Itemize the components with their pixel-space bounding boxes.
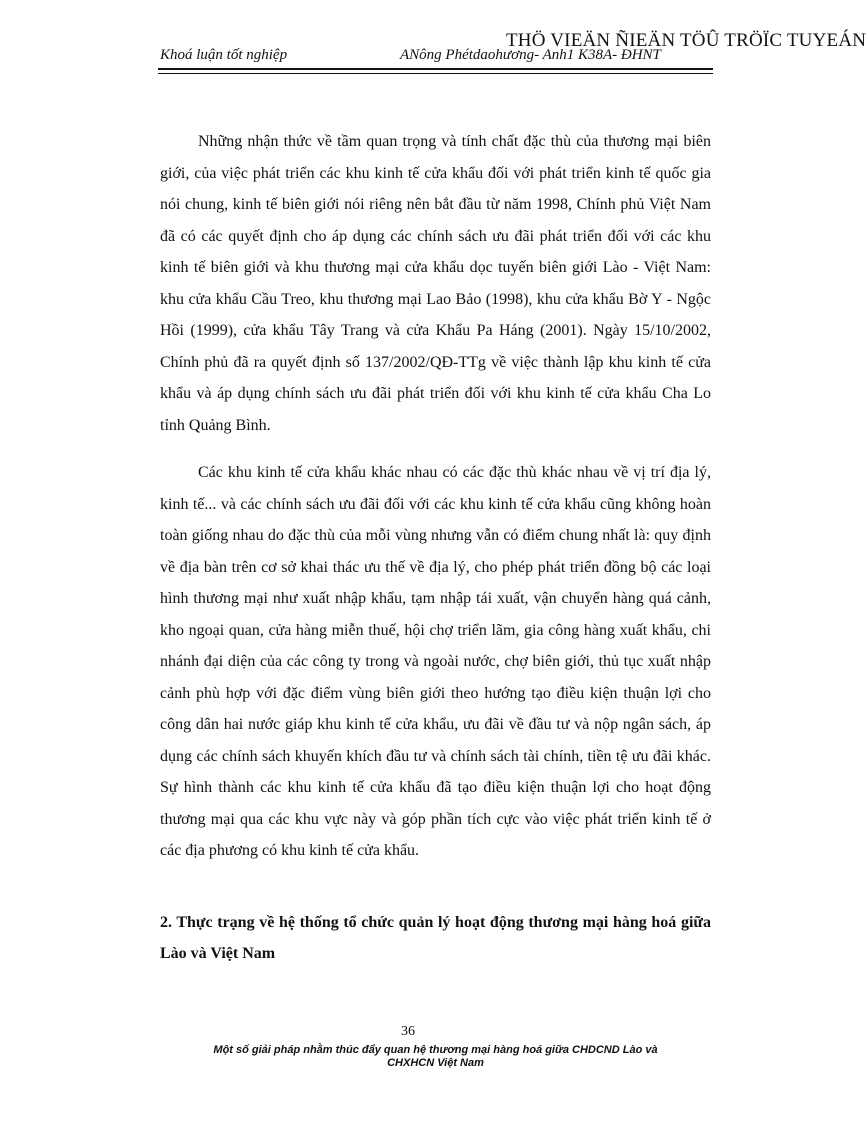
page-number: 36: [401, 1024, 415, 1039]
header-rule-thick: [158, 68, 713, 70]
section-heading: 2. Thực trạng về hệ thống tổ chức quản lý hoạt động thương mại hàng hoá giữa Lào và Việt Nam: [160, 914, 711, 962]
header-author-class: ANông Phétdaohương- Anh1 K38A- ĐHNT: [400, 47, 661, 63]
footer-line-2: CHXHCN Việt Nam: [387, 1057, 484, 1069]
page-footer: [160, 1044, 711, 1070]
footer-line-1: Một số giải pháp nhằm thúc đẩy quan hệ thương mại hàng hoá giữa CHDCND Lào và: [213, 1044, 658, 1056]
paragraph-1: Những nhận thức về tầm quan trọng và tính chất đặc thù của thương mại biên giới, của việc phát triển các khu kinh tế cửa khẩu đối với phát triển kinh tế quốc gia nói chung, kinh tế biên giới nói riêng nên bắt đầu từ năm 1998, Chính phủ Việt Nam đã có các quyết định cho áp dụng các chính sách ưu đãi phát triển đối với các khu kinh tế biên giới và khu thương mại cửa khẩu dọc tuyến biên giới Lào - Việt Nam: khu cửa khẩu Cầu Treo, khu thương mại Lao Bảo (1998), khu cửa khẩu Bờ Y - Ngộc Hồi (1999), cửa khẩu Tây Trang và cửa Khẩu Pa Háng (2001). Ngày 15/10/2002, Chính phủ đã ra quyết định số 137/2002/QĐ-TTg về việc thành lập khu kinh tế cửa khẩu và áp dụng chính sách ưu đãi phát triển đối với khu kinh tế cửa khẩu Cha Lo tỉnh Quảng Bình.: [160, 133, 711, 434]
header-rule-thin: [158, 73, 713, 74]
body-text: [160, 126, 711, 867]
paragraph-2: Các khu kinh tế cửa khẩu khác nhau có các đặc thù khác nhau về vị trí địa lý, kinh tế... và các chính sách ưu đãi đối với các khu kinh tế cửa khẩu cũng không hoàn toàn giống nhau do đặc thù của mỗi vùng nhưng vẫn có điểm chung nhất là: quy định về địa bàn trên cơ sở khai thác ưu thế về địa lý, cho phép phát triển đồng bộ các loại hình thương mại như xuất nhập khẩu, tạm nhập tái xuất, vận chuyển hàng quá cảnh, kho ngoại quan, cửa hàng miễn thuế, hội chợ triển lãm, gia công hàng xuất khẩu, chi nhánh đại diện của các công ty trong và ngoài nước, chợ biên giới, thủ tục xuất nhập cảnh phù hợp với đặc điểm vùng biên giới theo hướng tạo điều kiện thuận lợi cho công dân hai nước giáp khu kinh tế cửa khẩu, ưu đãi về đầu tư và nộp ngân sách, áp dụng các chính sách khuyến khích đầu tư và chính sách tài chính, tiền tệ ưu đãi khác. Sự hình thành các khu kinh tế cửa khẩu đã tạo điều kiện thuận lợi cho hoạt động thương mại qua các khu vực này và góp phần tích cực vào việc phát triển kinh tế ở các địa phương có khu kinh tế cửa khẩu.: [160, 464, 711, 859]
watermark-text: THÖ VIEÄN ÑIEÄN TÖÛ TRÖÏC TUYEÁN: [506, 30, 866, 51]
header-left-title: Khoá luận tốt nghiệp: [160, 47, 288, 63]
